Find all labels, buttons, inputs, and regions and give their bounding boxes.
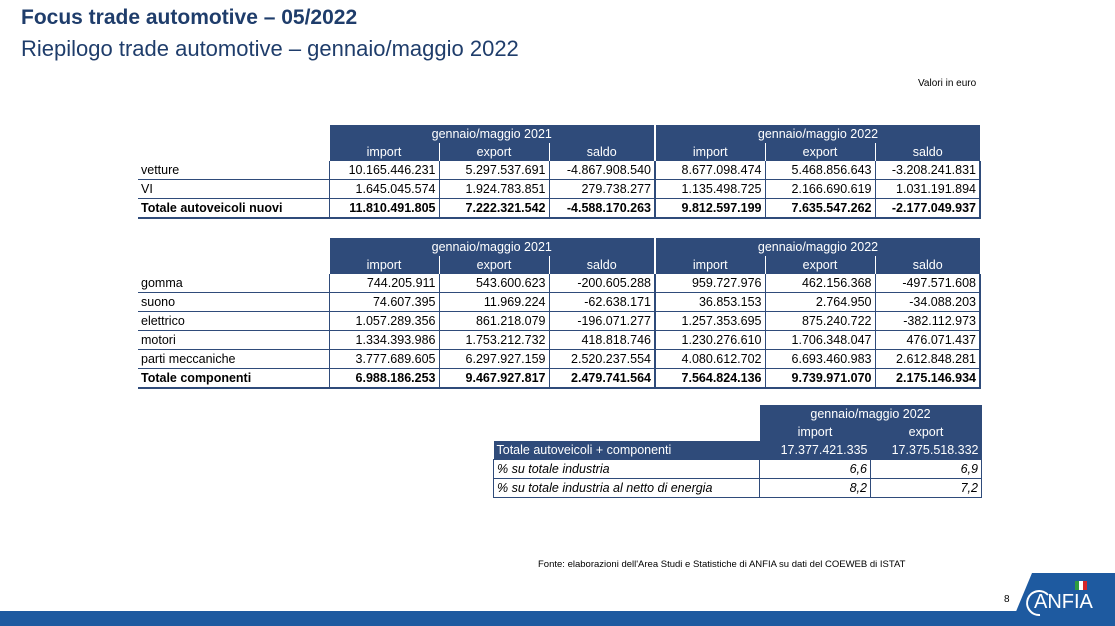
cell-value: 7.222.321.542 <box>439 199 549 219</box>
column-header: import <box>329 256 439 274</box>
footer-bar <box>0 611 1115 626</box>
cell-value: 10.165.446.231 <box>329 161 439 180</box>
table-row <box>138 274 980 293</box>
cell-value: 11.810.491.805 <box>329 199 439 219</box>
cell-value: 279.738.277 <box>549 180 655 199</box>
cell-value: 1.645.045.574 <box>329 180 439 199</box>
row-label: Totale componenti <box>138 369 329 389</box>
cell-value: 2.612.848.281 <box>875 350 980 369</box>
cell-value: 9.739.971.070 <box>765 369 875 389</box>
total-row <box>138 369 980 389</box>
cell-value: 7.564.824.136 <box>655 369 765 389</box>
page-number: 8 <box>1004 594 1010 605</box>
summary-table <box>493 405 982 498</box>
cell-value: 2.166.690.619 <box>765 180 875 199</box>
column-header: export <box>871 423 982 441</box>
row-label: Totale autoveicoli nuovi <box>138 199 329 219</box>
cell-value: 1.706.348.047 <box>765 331 875 350</box>
cell-value: 1.135.498.725 <box>655 180 765 199</box>
cell-value: 3.777.689.605 <box>329 350 439 369</box>
cell-value: -200.605.288 <box>549 274 655 293</box>
cell-value: -4.867.908.540 <box>549 161 655 180</box>
cell-value: -196.071.277 <box>549 312 655 331</box>
table-row <box>138 180 980 199</box>
cell-value: -4.588.170.263 <box>549 199 655 219</box>
cell-value: 7.635.547.262 <box>765 199 875 219</box>
source-note: Fonte: elaborazioni dell'Area Studi e Statistiche di ANFIA su dati del COEWEB di ISTAT <box>538 559 906 570</box>
column-header: saldo <box>875 256 980 274</box>
cell-value: 5.297.537.691 <box>439 161 549 180</box>
table-row <box>494 479 982 498</box>
table-row <box>494 460 982 479</box>
cell-value: 861.218.079 <box>439 312 549 331</box>
cell-value: 8,2 <box>760 479 871 498</box>
cell-value: 6.988.186.253 <box>329 369 439 389</box>
row-label: % su totale industria <box>494 460 760 479</box>
cell-value: 1.257.353.695 <box>655 312 765 331</box>
cell-value: -34.088.203 <box>875 293 980 312</box>
row-label: elettrico <box>138 312 329 331</box>
cell-value: 6.693.460.983 <box>765 350 875 369</box>
cell-value: 36.853.153 <box>655 293 765 312</box>
row-label: % su totale industria al netto di energia <box>494 479 760 498</box>
cell-value: 1.230.276.610 <box>655 331 765 350</box>
row-label: Totale autoveicoli + componenti <box>494 441 760 460</box>
cell-value: 875.240.722 <box>765 312 875 331</box>
row-label: vetture <box>138 161 329 180</box>
cell-value: 9.467.927.817 <box>439 369 549 389</box>
column-header: saldo <box>549 143 655 161</box>
cell-value: -2.177.049.937 <box>875 199 980 219</box>
components-column-header <box>138 256 980 274</box>
column-header: export <box>439 143 549 161</box>
cell-value: 1.334.393.986 <box>329 331 439 350</box>
components-period-header <box>138 238 980 256</box>
logo-text: ANFIA <box>1034 591 1093 613</box>
total-row <box>138 199 980 219</box>
row-label: parti meccaniche <box>138 350 329 369</box>
period-2022-header: gennaio/maggio 2022 <box>655 125 980 143</box>
cell-value: 744.205.911 <box>329 274 439 293</box>
table-row <box>138 161 980 180</box>
cell-value: 17.377.421.335 <box>760 441 871 460</box>
cell-value: 1.753.212.732 <box>439 331 549 350</box>
cell-value: 74.607.395 <box>329 293 439 312</box>
row-label: VI <box>138 180 329 199</box>
cell-value: 4.080.612.702 <box>655 350 765 369</box>
column-header: import <box>655 143 765 161</box>
column-header: import <box>329 143 439 161</box>
column-header: saldo <box>549 256 655 274</box>
cell-value: 476.071.437 <box>875 331 980 350</box>
vehicles-period-header <box>138 125 980 143</box>
row-label: motori <box>138 331 329 350</box>
table-row <box>138 331 980 350</box>
cell-value: 1.057.289.356 <box>329 312 439 331</box>
cell-value: 462.156.368 <box>765 274 875 293</box>
period-2021-header: gennaio/maggio 2021 <box>329 238 655 256</box>
cell-value: -497.571.608 <box>875 274 980 293</box>
period-2022-header: gennaio/maggio 2022 <box>655 238 980 256</box>
cell-value: 418.818.746 <box>549 331 655 350</box>
cell-value: -382.112.973 <box>875 312 980 331</box>
units-note: Valori in euro <box>918 78 977 89</box>
cell-value: 2.479.741.564 <box>549 369 655 389</box>
cell-value: 959.727.976 <box>655 274 765 293</box>
cell-value: 1.924.783.851 <box>439 180 549 199</box>
cell-value: 1.031.191.894 <box>875 180 980 199</box>
table-row <box>494 441 982 460</box>
cell-value: 2.175.146.934 <box>875 369 980 389</box>
cell-value: -3.208.241.831 <box>875 161 980 180</box>
cell-value: 5.468.856.643 <box>765 161 875 180</box>
table-row <box>138 312 980 331</box>
row-label: suono <box>138 293 329 312</box>
cell-value: 11.969.224 <box>439 293 549 312</box>
column-header: saldo <box>875 143 980 161</box>
period-2021-header: gennaio/maggio 2021 <box>329 125 655 143</box>
cell-value: 9.812.597.199 <box>655 199 765 219</box>
column-header: import <box>760 423 871 441</box>
column-header: export <box>439 256 549 274</box>
table-row <box>138 293 980 312</box>
vehicles-table <box>138 125 981 219</box>
cell-value: 6.297.927.159 <box>439 350 549 369</box>
cell-value: 543.600.623 <box>439 274 549 293</box>
cell-value: 6,6 <box>760 460 871 479</box>
column-header: export <box>765 256 875 274</box>
page-subtitle: Riepilogo trade automotive – gennaio/maggio 2022 <box>21 36 519 61</box>
summary-period-header: gennaio/maggio 2022 <box>760 405 982 423</box>
cell-value: 7,2 <box>871 479 982 498</box>
cell-value: 6,9 <box>871 460 982 479</box>
row-label: gomma <box>138 274 329 293</box>
cell-value: 8.677.098.474 <box>655 161 765 180</box>
components-table <box>138 238 981 389</box>
column-header: export <box>765 143 875 161</box>
page-title: Focus trade automotive – 05/2022 <box>21 6 358 29</box>
cell-value: 2.764.950 <box>765 293 875 312</box>
cell-value: 17.375.518.332 <box>871 441 982 460</box>
cell-value: -62.638.171 <box>549 293 655 312</box>
vehicles-column-header <box>138 143 980 161</box>
cell-value: 2.520.237.554 <box>549 350 655 369</box>
column-header: import <box>655 256 765 274</box>
table-row <box>138 350 980 369</box>
